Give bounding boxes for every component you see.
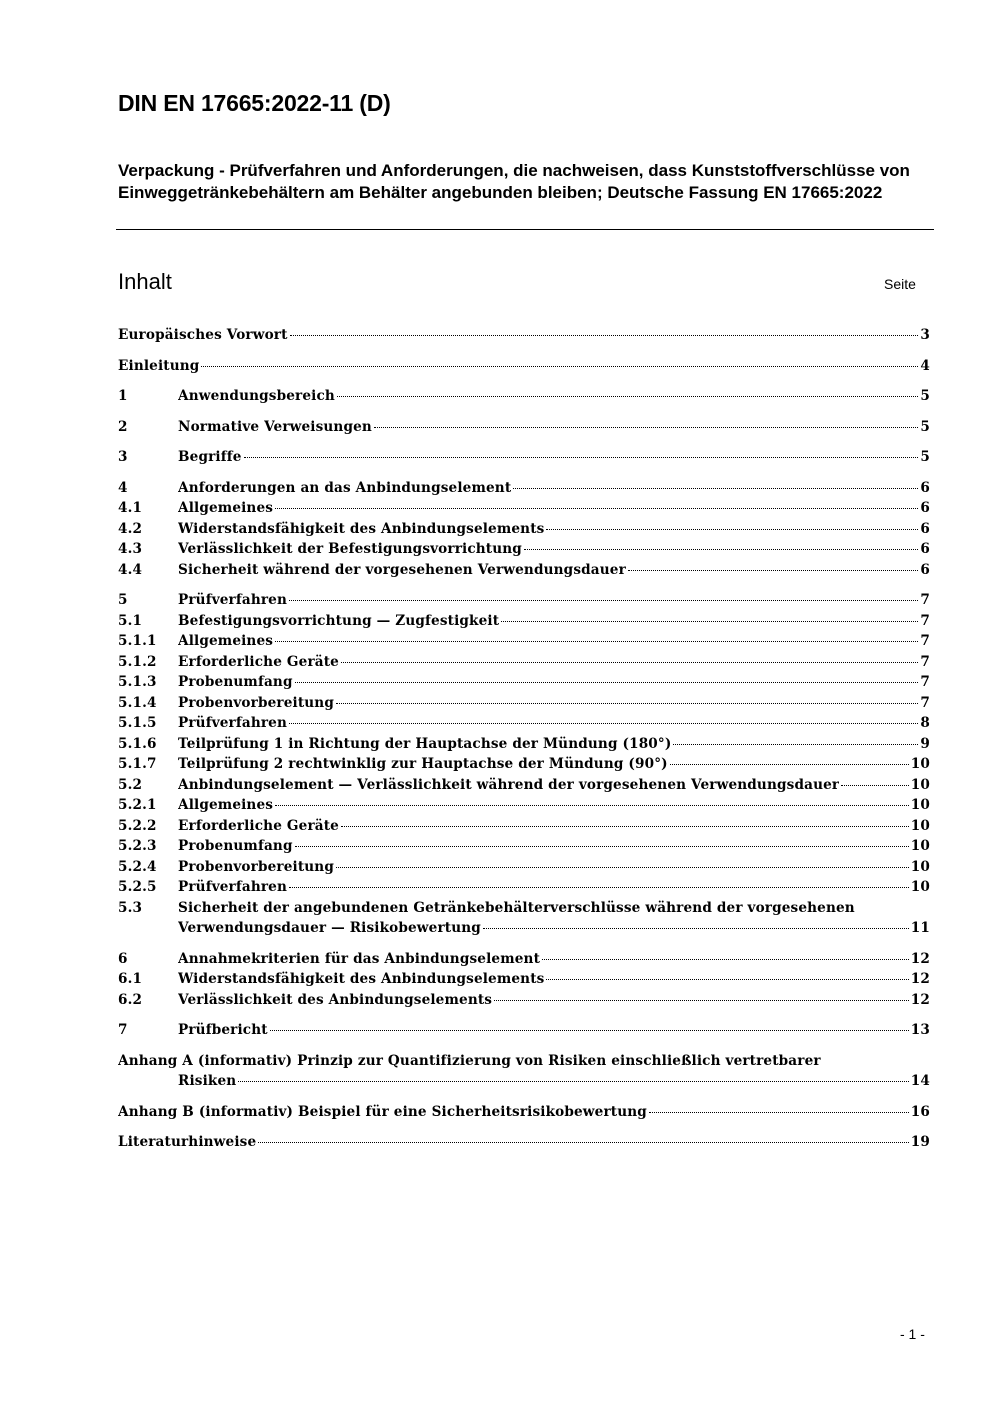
toc-entry-page: 6 <box>920 500 930 516</box>
toc-entry-number: 3 <box>118 449 128 465</box>
page-column-label: Seite <box>884 276 916 292</box>
toc-entry-page: 7 <box>920 694 930 711</box>
document-title: DIN EN 17665:2022-11 (D) <box>118 90 391 116</box>
toc-entry-title-continued: Verwendungsdauer — Risikobewertung <box>178 920 481 936</box>
toc-entry[interactable] <box>118 795 930 816</box>
toc-leader-dots <box>289 722 918 724</box>
toc-entry-page: 7 <box>920 612 930 629</box>
toc-entry-title: Verlässlichkeit des Anbindungselements <box>178 991 493 1008</box>
toc-leader-dots <box>501 620 918 622</box>
toc-entry-page: 14 <box>910 1073 930 1089</box>
toc-entry-number: 5.1.7 <box>118 756 157 772</box>
toc-entry-number: 5.2 <box>118 776 143 793</box>
toc-leader-dots <box>336 866 909 868</box>
toc-entry-title: Anbindungselement — Verlässlichkeit während der vorgesehenen Verwendungsdauer <box>178 776 840 793</box>
toc-entry-title: Probenvorbereitung <box>178 858 334 875</box>
toc-entry[interactable] <box>118 990 930 1011</box>
toc-leader-dots <box>673 743 918 745</box>
toc-leader-dots <box>295 681 919 683</box>
toc-entry-number: 4.2 <box>118 520 143 537</box>
toc-leader-dots <box>513 487 918 489</box>
toc-heading: Inhalt <box>118 269 172 294</box>
toc-entry-number: 5.3 <box>118 899 143 916</box>
toc-entry-title: Prüfbericht <box>178 1022 268 1038</box>
toc-entry-title: Befestigungsvorrichtung — Zugfestigkeit <box>178 612 500 629</box>
toc-entry-page: 5 <box>920 449 930 465</box>
page-number: - 1 - <box>900 1326 925 1342</box>
toc-entry-title: Widerstandsfähigkeit des Anbindungselements <box>178 971 545 987</box>
toc-leader-dots <box>494 999 909 1001</box>
toc-entry-number: 5.1 <box>118 612 143 629</box>
toc-entry[interactable] <box>118 836 930 857</box>
toc-leader-dots <box>290 334 919 336</box>
toc-entry-number: 4 <box>118 479 128 496</box>
toc-entry[interactable] <box>118 652 930 673</box>
toc-entry-title: Prüfverfahren <box>178 592 288 608</box>
toc-entry-title: Annahmekriterien für das Anbindungselement <box>178 950 540 967</box>
toc-entry-title: Allgemeines <box>178 633 274 649</box>
toc-leader-dots <box>289 599 918 601</box>
toc-leader-dots <box>546 528 918 530</box>
toc-leader-dots <box>670 763 909 765</box>
toc-entry-page: 10 <box>910 858 930 875</box>
toc-entry-number: 5.2.1 <box>118 797 157 813</box>
toc-entry-number: 5 <box>118 592 128 608</box>
toc-leader-dots <box>275 804 909 806</box>
toc-entry[interactable] <box>118 1051 930 1092</box>
toc-entry-title: Prüfverfahren <box>178 879 288 895</box>
toc-entry-page: 10 <box>910 838 930 854</box>
toc-entry[interactable] <box>118 734 930 755</box>
toc-entry-title: Begriffe <box>178 449 242 465</box>
toc-leader-dots <box>201 365 918 367</box>
toc-entry-page: 7 <box>920 592 930 608</box>
toc-leader-dots <box>275 640 918 642</box>
toc-entry[interactable] <box>118 754 930 775</box>
toc-entry-title: Teilprüfung 2 rechtwinklig zur Hauptachse der Mündung (90°) <box>178 756 668 772</box>
toc-entry-number: 6.2 <box>118 991 143 1008</box>
toc-entry[interactable] <box>118 447 930 468</box>
toc-entry-number: 4.4 <box>118 561 143 578</box>
toc-leader-dots <box>628 569 919 571</box>
toc-entry-number: 2 <box>118 418 128 435</box>
toc-entry-title: Probenumfang <box>178 838 293 854</box>
toc-entry-page: 10 <box>910 797 930 813</box>
toc-entry-page: 4 <box>920 357 930 374</box>
toc-entry-number: 4.1 <box>118 500 143 516</box>
toc-entry-page: 5 <box>920 388 930 404</box>
toc-entry-page: 9 <box>920 735 930 752</box>
toc-entry[interactable] <box>118 775 930 796</box>
toc-entry-page: 8 <box>920 715 930 731</box>
table-of-contents <box>118 325 930 1153</box>
toc-entry-page: 7 <box>920 674 930 690</box>
toc-entry-page: 3 <box>920 327 930 343</box>
toc-entry-title: Prüfverfahren <box>178 715 288 731</box>
toc-entry[interactable] <box>118 1020 930 1041</box>
document-subtitle: Verpackung - Prüfverfahren und Anforderungen, die nachweisen, dass Kunststoffverschlüsse von Einweggetränkebehältern am Behälter angebunden bleiben; Deutsche Fassung EN 17665:2022 <box>118 161 910 202</box>
toc-leader-dots <box>258 1141 909 1143</box>
toc-entry-number: 5.1.3 <box>118 674 157 690</box>
toc-entry-number: 5.2.2 <box>118 817 157 834</box>
toc-entry[interactable] <box>118 949 930 970</box>
toc-entry[interactable] <box>118 631 930 652</box>
toc-entry-number: 5.1.4 <box>118 694 157 711</box>
toc-entry-title: Allgemeines <box>178 797 274 813</box>
toc-entry[interactable] <box>118 672 930 693</box>
toc-entry-page: 6 <box>920 479 930 496</box>
toc-entry[interactable] <box>118 356 930 377</box>
toc-entry-number: 5.1.1 <box>118 633 157 649</box>
toc-entry-number: 5.2.3 <box>118 838 157 854</box>
toc-entry[interactable] <box>118 713 930 734</box>
toc-leader-dots <box>483 927 909 929</box>
toc-leader-dots <box>270 1029 909 1031</box>
toc-entry[interactable] <box>118 498 930 519</box>
toc-entry-title: Erforderliche Geräte <box>178 653 339 670</box>
toc-entry[interactable] <box>118 611 930 632</box>
toc-entry-page: 7 <box>920 653 930 670</box>
toc-entry[interactable] <box>118 539 930 560</box>
toc-entry[interactable] <box>118 969 930 990</box>
toc-leader-dots <box>275 507 918 509</box>
toc-entry-number: 6.1 <box>118 971 143 987</box>
toc-entry-title: Widerstandsfähigkeit des Anbindungselements <box>178 520 545 537</box>
toc-entry[interactable] <box>118 478 930 499</box>
toc-entry-page: 6 <box>920 520 930 537</box>
toc-entry-number: 5.1.5 <box>118 715 157 731</box>
toc-leader-dots <box>337 395 918 397</box>
toc-entry-page: 12 <box>910 971 930 987</box>
toc-entry-title: Teilprüfung 1 in Richtung der Hauptachse der Mündung (180°) <box>178 735 672 752</box>
toc-entry-number: 1 <box>118 388 128 404</box>
toc-leader-dots <box>546 978 908 980</box>
toc-entry[interactable] <box>118 898 930 939</box>
toc-entry-page: 19 <box>910 1134 930 1150</box>
toc-entry-number: 5.1.2 <box>118 653 157 670</box>
toc-entry-title-continued: Risiken <box>178 1073 237 1089</box>
toc-entry-title: Anforderungen an das Anbindungselement <box>178 479 512 496</box>
toc-leader-dots <box>542 958 909 960</box>
toc-leader-dots <box>649 1111 909 1113</box>
toc-entry-title: Erforderliche Geräte <box>178 817 339 834</box>
toc-entry-page: 6 <box>920 541 930 557</box>
title-divider <box>116 229 934 230</box>
toc-leader-dots <box>238 1080 909 1082</box>
toc-leader-dots <box>289 886 909 888</box>
toc-entry-number: 5.1.6 <box>118 735 157 752</box>
toc-entry[interactable] <box>118 386 930 407</box>
toc-leader-dots <box>841 784 909 786</box>
toc-leader-dots <box>341 825 909 827</box>
toc-entry[interactable] <box>118 1132 930 1153</box>
toc-entry-page: 10 <box>910 879 930 895</box>
toc-entry-page: 12 <box>910 991 930 1008</box>
toc-entry-title: Sicherheit der angebundenen Getränkebehälterverschlüsse während der vorgesehenen <box>178 899 855 916</box>
toc-entry-page: 10 <box>910 756 930 772</box>
toc-entry[interactable] <box>118 560 930 581</box>
toc-entry-title: Probenumfang <box>178 674 293 690</box>
toc-entry[interactable] <box>118 693 930 714</box>
toc-entry-number: 4.3 <box>118 541 143 557</box>
toc-entry-title: Normative Verweisungen <box>178 418 372 435</box>
toc-entry-page: 10 <box>910 817 930 834</box>
toc-leader-dots <box>295 845 909 847</box>
toc-leader-dots <box>336 702 918 704</box>
toc-entry[interactable] <box>118 816 930 837</box>
toc-leader-dots <box>341 661 918 663</box>
toc-entry-title: Probenvorbereitung <box>178 694 334 711</box>
toc-leader-dots <box>524 548 918 550</box>
toc-entry-page: 12 <box>910 950 930 967</box>
toc-leader-dots <box>244 456 919 458</box>
toc-entry-page: 5 <box>920 418 930 435</box>
toc-entry[interactable] <box>118 417 930 438</box>
toc-entry-page: 11 <box>910 920 930 936</box>
toc-entry[interactable] <box>118 590 930 611</box>
toc-entry-title: Allgemeines <box>178 500 274 516</box>
toc-entry-number: 5.2.5 <box>118 879 157 895</box>
toc-entry-number: 5.2.4 <box>118 858 157 875</box>
toc-entry-title: Anwendungsbereich <box>178 388 335 404</box>
toc-entry-page: 7 <box>920 633 930 649</box>
toc-entry-page: 16 <box>910 1103 930 1120</box>
toc-entry-title: Anhang B (informativ) Beispiel für eine Sicherheitsrisikobewertung <box>118 1103 647 1120</box>
toc-entry-title: Verlässlichkeit der Befestigungsvorrichtung <box>178 541 522 557</box>
toc-entry-number: 6 <box>118 950 128 967</box>
toc-entry[interactable] <box>118 519 930 540</box>
toc-leader-dots <box>374 426 918 428</box>
toc-entry-title: Europäisches Vorwort <box>118 327 288 343</box>
toc-entry[interactable] <box>118 857 930 878</box>
toc-entry-title: Anhang A (informativ) Prinzip zur Quantifizierung von Risiken einschließlich vertretbarer <box>118 1052 821 1069</box>
toc-entry-page: 10 <box>910 776 930 793</box>
toc-entry-title: Sicherheit während der vorgesehenen Verwendungsdauer <box>178 561 626 578</box>
toc-entry-title: Literaturhinweise <box>118 1134 257 1150</box>
toc-entry-page: 13 <box>910 1022 930 1038</box>
toc-entry-title: Einleitung <box>118 357 200 374</box>
toc-entry[interactable] <box>118 1102 930 1123</box>
toc-entry-page: 6 <box>920 561 930 578</box>
toc-entry-number: 7 <box>118 1022 128 1038</box>
toc-entry[interactable] <box>118 877 930 898</box>
toc-entry[interactable] <box>118 325 930 346</box>
